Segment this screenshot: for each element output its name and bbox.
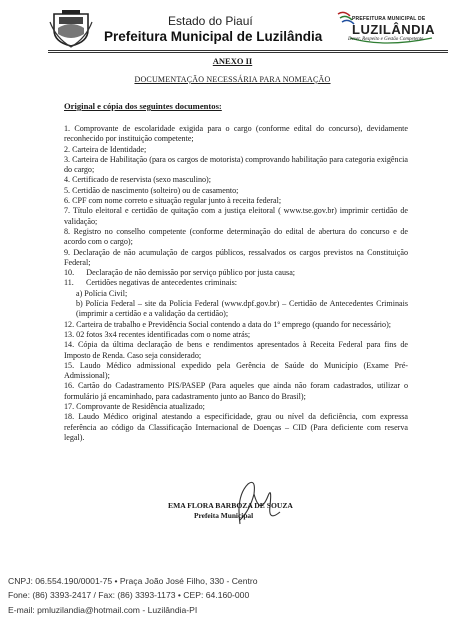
list-item: 3. Carteira de Habilitação (para os cargos de motorista) comprovando habilitação para categoria exigência do cargo; — [64, 154, 408, 175]
list-subitem: a) Polícia Civil; — [76, 288, 128, 298]
list-item: 13. 02 fotos 3x4 recentes identificadas com o nome atrás; — [64, 329, 251, 339]
list-item: 12. Carteira de trabalho e Previdência Social contendo a data do 1º emprego (quando for necessário); — [64, 319, 392, 329]
list-subitem: b) Polícia Federal – site da Polícia Federal (www.dpf.gov.br) – Certidão de Antecedentes Criminais (imprimir a certidão e a validação da certidão); — [76, 299, 408, 319]
logo-slogan: Dever, Respeito e Gestão Competente. — [348, 37, 425, 42]
footer-line: Fone: (86) 3393-2417 / Fax: (86) 3393-1173 • CEP: 64.160-000 — [8, 590, 250, 601]
list-item: 7. Título eleitoral e certidão de quitação com a justiça eleitoral ( www.tse.gov.br) imprimir certidão de validação; — [64, 206, 408, 226]
header-rule-secondary — [48, 52, 448, 53]
list-item: 15. Laudo Médico admissional expedido pela Gerência de Saúde do Município (Exame Pré-Admissional); — [64, 360, 408, 381]
signatory-role: Prefeita Municipal — [194, 511, 254, 520]
list-item: 9. Declaração de não acumulação de cargos públicos, ressalvados os cargos previstos na Constituição Federal; — [64, 247, 408, 267]
list-item: 5. Certidão de nascimento (solteiro) ou de casamento; — [64, 185, 239, 195]
list-item: 16. Cartão do Cadastramento PIS/PASEP (Para aqueles que ainda não foram cadastrados, utilizar o formulário já encaminhado, para cadastramento junto ao Banco do Brasil); — [64, 381, 408, 401]
document-subtitle: Original e cópia dos seguintes documentos: — [64, 101, 222, 111]
document-title: DOCUMENTAÇÃO NECESSÁRIA PARA NOMEAÇÃO — [134, 75, 331, 84]
footer-line: E-mail: pmluzilandia@hotmail.com - Luzilândia-PI — [8, 604, 198, 615]
list-item: 6. CPF com nome correto e situação regular junto à receita federal; — [64, 196, 282, 206]
list-item: 17. Comprovante de Residência atualizado; — [64, 402, 205, 412]
footer-line: CNPJ: 06.554.190/0001-75 • Praça João José Filho, 330 - Centro — [8, 576, 258, 586]
list-item: 1. Comprovante de escolaridade exigida para o cargo (conforme edital do concurso), devidamente reconhecido por instituição competente; — [64, 124, 408, 144]
signatory-name: EMA FLORA BARBOZA DE SOUZA — [168, 501, 293, 510]
list-item: 10. Declaração de não demissão por serviço público por justa causa; — [64, 268, 296, 278]
header-rule — [48, 50, 448, 51]
documents-list — [64, 124, 408, 443]
list-item: 14. Cópia da última declaração de bens e rendimentos apresentados à Receita Federal para fins de Imposto de Renda. Caso seja considerado; — [64, 340, 408, 360]
footer-contact — [8, 574, 258, 617]
list-item: 4. Certificado de reservista (sexo masculino); — [64, 175, 211, 185]
list-item: 11. Certidões negativas de antecedentes criminais: — [64, 278, 237, 288]
annex-label: ANEXO II — [212, 56, 253, 66]
logo-name: LUZILÂNDIA — [352, 22, 435, 37]
header-state: Estado do Piauí — [168, 14, 253, 28]
logo-top-text: PREFEITURA MUNICIPAL DE — [352, 16, 426, 22]
list-item: 8. Registro no conselho competente (conforme determinação do edital de abertura do concurso e de acordo com o cargo); — [64, 226, 408, 247]
coat-of-arms-icon — [48, 8, 94, 48]
header-prefecture: Prefeitura Municipal de Luzilândia — [104, 29, 323, 44]
list-item: 18. Laudo Médico original atestando a especificidade, grau ou nível da deficiência, com expressa referência ao código da Classificação Internacional de Doenças – CID (Para deficiente com reserva legal). — [64, 412, 408, 442]
list-item: 2. Carteira de Identidade; — [64, 144, 147, 154]
